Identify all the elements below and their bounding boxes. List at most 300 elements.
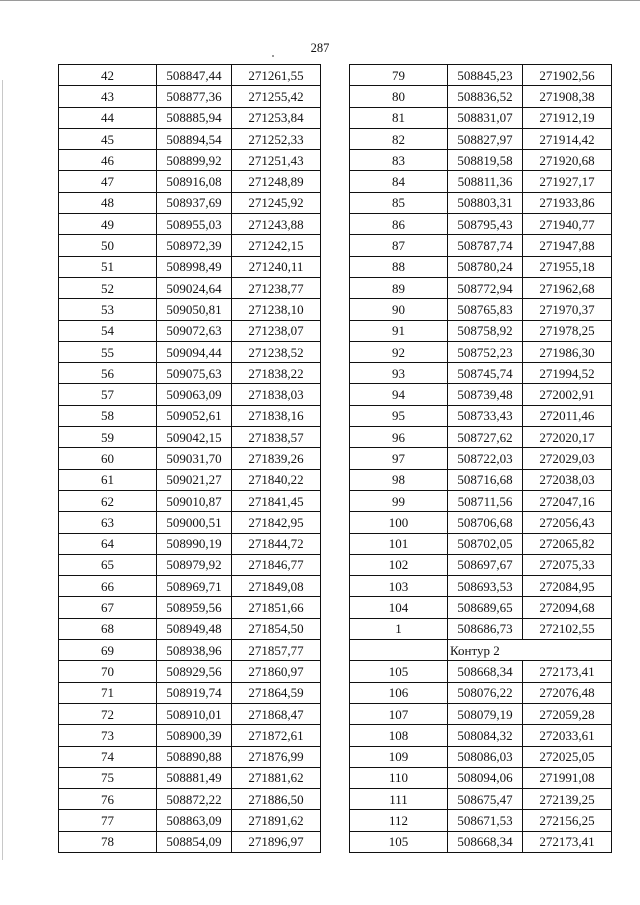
point-number-cell: 76 — [59, 789, 157, 810]
x-coordinate-cell: 508819,58 — [448, 150, 523, 171]
table-row — [350, 171, 612, 192]
table-row — [59, 533, 321, 554]
y-coordinate-cell: 271253,84 — [232, 107, 321, 128]
coordinates-table-left — [58, 64, 321, 853]
x-coordinate-cell: 508847,44 — [157, 65, 232, 86]
table-row — [350, 554, 612, 575]
table-row — [350, 469, 612, 490]
point-number-cell: 72 — [59, 703, 157, 724]
y-coordinate-cell: 272047,16 — [523, 490, 612, 511]
point-number-cell: 43 — [59, 86, 157, 107]
table-row — [350, 341, 612, 362]
table-row — [59, 320, 321, 341]
x-coordinate-cell: 508938,96 — [157, 640, 232, 661]
point-number-cell: 53 — [59, 299, 157, 320]
y-coordinate-cell: 271238,52 — [232, 341, 321, 362]
point-number-cell: 52 — [59, 277, 157, 298]
x-coordinate-cell: 508916,08 — [157, 171, 232, 192]
y-coordinate-cell: 271947,88 — [523, 235, 612, 256]
x-coordinate-cell: 508689,65 — [448, 597, 523, 618]
y-coordinate-cell: 271846,77 — [232, 554, 321, 575]
x-coordinate-cell: 508881,49 — [157, 767, 232, 788]
y-coordinate-cell: 271955,18 — [523, 256, 612, 277]
coordinates-table-left-body — [59, 65, 321, 853]
y-coordinate-cell: 272011,46 — [523, 405, 612, 426]
table-row — [350, 107, 612, 128]
x-coordinate-cell: 508094,06 — [448, 767, 523, 788]
point-number-cell: 74 — [59, 746, 157, 767]
y-coordinate-cell: 272029,03 — [523, 448, 612, 469]
point-number-cell: 103 — [350, 576, 448, 597]
x-coordinate-cell: 508765,83 — [448, 299, 523, 320]
y-coordinate-cell: 272056,43 — [523, 512, 612, 533]
y-coordinate-cell: 272173,41 — [523, 831, 612, 852]
x-coordinate-cell: 508863,09 — [157, 810, 232, 831]
table-row — [59, 490, 321, 511]
x-coordinate-cell: 508919,74 — [157, 682, 232, 703]
y-coordinate-cell: 272020,17 — [523, 427, 612, 448]
x-coordinate-cell: 509072,63 — [157, 320, 232, 341]
table-row — [59, 725, 321, 746]
point-number-cell: 91 — [350, 320, 448, 341]
y-coordinate-cell: 272094,68 — [523, 597, 612, 618]
y-coordinate-cell: 272059,28 — [523, 703, 612, 724]
y-coordinate-cell: 271962,68 — [523, 277, 612, 298]
point-number-cell: 45 — [59, 128, 157, 149]
point-number-cell: 54 — [59, 320, 157, 341]
point-number-cell: 56 — [59, 363, 157, 384]
table-row — [59, 171, 321, 192]
table-row — [59, 469, 321, 490]
y-coordinate-cell: 272075,33 — [523, 554, 612, 575]
x-coordinate-cell: 508910,01 — [157, 703, 232, 724]
table-row — [350, 128, 612, 149]
table-row — [59, 214, 321, 235]
y-coordinate-cell: 271849,08 — [232, 576, 321, 597]
x-coordinate-cell: 509042,15 — [157, 427, 232, 448]
x-coordinate-cell: 508716,68 — [448, 469, 523, 490]
point-number-cell: 90 — [350, 299, 448, 320]
x-coordinate-cell: 508772,94 — [448, 277, 523, 298]
x-coordinate-cell: 508969,71 — [157, 576, 232, 597]
table-row — [350, 512, 612, 533]
point-number-cell: 92 — [350, 341, 448, 362]
y-coordinate-cell: 271238,77 — [232, 277, 321, 298]
table-row — [350, 746, 612, 767]
y-coordinate-cell: 271245,92 — [232, 192, 321, 213]
x-coordinate-cell: 508675,47 — [448, 789, 523, 810]
y-coordinate-cell: 271242,15 — [232, 235, 321, 256]
point-number-cell: 79 — [350, 65, 448, 86]
x-coordinate-cell: 509010,87 — [157, 490, 232, 511]
y-coordinate-cell: 272139,25 — [523, 789, 612, 810]
point-number-cell: 61 — [59, 469, 157, 490]
point-number-cell: 112 — [350, 810, 448, 831]
table-row — [59, 661, 321, 682]
point-number-cell: 59 — [59, 427, 157, 448]
y-coordinate-cell: 271908,38 — [523, 86, 612, 107]
x-coordinate-cell: 508929,56 — [157, 661, 232, 682]
point-number-cell: 68 — [59, 618, 157, 639]
y-coordinate-cell: 271970,37 — [523, 299, 612, 320]
x-coordinate-cell: 509063,09 — [157, 384, 232, 405]
table-row — [59, 640, 321, 661]
point-number-cell: 100 — [350, 512, 448, 533]
y-coordinate-cell: 271251,43 — [232, 150, 321, 171]
x-coordinate-cell: 509021,27 — [157, 469, 232, 490]
x-coordinate-cell: 508733,43 — [448, 405, 523, 426]
table-row — [350, 363, 612, 384]
table-row — [59, 576, 321, 597]
table-row — [59, 767, 321, 788]
point-number-cell: 67 — [59, 597, 157, 618]
table-row — [59, 384, 321, 405]
table-row — [350, 384, 612, 405]
y-coordinate-cell: 271841,45 — [232, 490, 321, 511]
table-row — [59, 256, 321, 277]
y-coordinate-cell: 271891,62 — [232, 810, 321, 831]
y-coordinate-cell: 271927,17 — [523, 171, 612, 192]
y-coordinate-cell: 272065,82 — [523, 533, 612, 554]
y-coordinate-cell: 271838,03 — [232, 384, 321, 405]
point-number-cell: 81 — [350, 107, 448, 128]
x-coordinate-cell: 508787,74 — [448, 235, 523, 256]
point-number-cell: 87 — [350, 235, 448, 256]
table-row — [59, 554, 321, 575]
table-row — [350, 767, 612, 788]
x-coordinate-cell: 509075,63 — [157, 363, 232, 384]
point-number-cell: 55 — [59, 341, 157, 362]
point-number-cell: 71 — [59, 682, 157, 703]
x-coordinate-cell: 508955,03 — [157, 214, 232, 235]
table-row — [350, 725, 612, 746]
point-number-cell: 77 — [59, 810, 157, 831]
x-coordinate-cell: 508900,39 — [157, 725, 232, 746]
point-number-cell: 46 — [59, 150, 157, 171]
scan-top-edge — [0, 0, 640, 1]
table-row — [59, 150, 321, 171]
y-coordinate-cell: 271255,42 — [232, 86, 321, 107]
y-coordinate-cell: 271896,97 — [232, 831, 321, 852]
x-coordinate-cell: 508877,36 — [157, 86, 232, 107]
table-row — [350, 661, 612, 682]
point-number-cell: 105 — [350, 831, 448, 852]
x-coordinate-cell: 508079,19 — [448, 703, 523, 724]
x-coordinate-cell: 508668,34 — [448, 831, 523, 852]
x-coordinate-cell: 508686,73 — [448, 618, 523, 639]
y-coordinate-cell: 272173,41 — [523, 661, 612, 682]
x-coordinate-cell: 508727,62 — [448, 427, 523, 448]
point-number-cell: 64 — [59, 533, 157, 554]
point-number-cell: 75 — [59, 767, 157, 788]
table-row — [350, 789, 612, 810]
table-row — [350, 427, 612, 448]
table-row — [350, 682, 612, 703]
x-coordinate-cell: 508780,24 — [448, 256, 523, 277]
x-coordinate-cell: 508845,23 — [448, 65, 523, 86]
table-row — [59, 277, 321, 298]
point-number-cell: 66 — [59, 576, 157, 597]
x-coordinate-cell: 508811,36 — [448, 171, 523, 192]
point-number-cell: 69 — [59, 640, 157, 661]
point-number-cell: 60 — [59, 448, 157, 469]
x-coordinate-cell: 508758,92 — [448, 320, 523, 341]
point-number-cell: 101 — [350, 533, 448, 554]
table-row — [59, 427, 321, 448]
x-coordinate-cell: 508990,19 — [157, 533, 232, 554]
table-row — [350, 86, 612, 107]
x-coordinate-cell: 508722,03 — [448, 448, 523, 469]
table-row — [350, 299, 612, 320]
table-row — [350, 235, 612, 256]
point-number-cell: 58 — [59, 405, 157, 426]
y-coordinate-cell: 272038,03 — [523, 469, 612, 490]
y-coordinate-cell: 271876,99 — [232, 746, 321, 767]
y-coordinate-cell: 271872,61 — [232, 725, 321, 746]
x-coordinate-cell: 508795,43 — [448, 214, 523, 235]
y-coordinate-cell: 271881,62 — [232, 767, 321, 788]
x-coordinate-cell: 508899,92 — [157, 150, 232, 171]
table-row — [350, 214, 612, 235]
y-coordinate-cell: 271252,33 — [232, 128, 321, 149]
y-coordinate-cell: 271238,07 — [232, 320, 321, 341]
table-row — [350, 576, 612, 597]
y-coordinate-cell: 272025,05 — [523, 746, 612, 767]
y-coordinate-cell: 271994,52 — [523, 363, 612, 384]
point-number-cell: 47 — [59, 171, 157, 192]
x-coordinate-cell: 508697,67 — [448, 554, 523, 575]
point-number-cell: 110 — [350, 767, 448, 788]
y-coordinate-cell: 271851,66 — [232, 597, 321, 618]
point-number-cell: 70 — [59, 661, 157, 682]
x-coordinate-cell: 509050,81 — [157, 299, 232, 320]
point-number-cell: 57 — [59, 384, 157, 405]
y-coordinate-cell: 272102,55 — [523, 618, 612, 639]
table-row — [59, 618, 321, 639]
x-coordinate-cell: 508086,03 — [448, 746, 523, 767]
y-coordinate-cell: 271860,97 — [232, 661, 321, 682]
point-number-cell: 80 — [350, 86, 448, 107]
table-row — [350, 597, 612, 618]
page-number: 287 — [310, 41, 330, 55]
x-coordinate-cell: 508885,94 — [157, 107, 232, 128]
point-number-cell: 49 — [59, 214, 157, 235]
point-number-cell: 73 — [59, 725, 157, 746]
y-coordinate-cell: 271991,08 — [523, 767, 612, 788]
x-coordinate-cell: 508890,88 — [157, 746, 232, 767]
point-number-cell: 82 — [350, 128, 448, 149]
y-coordinate-cell: 272084,95 — [523, 576, 612, 597]
table-row — [59, 703, 321, 724]
y-coordinate-cell: 271839,26 — [232, 448, 321, 469]
y-coordinate-cell: 271238,10 — [232, 299, 321, 320]
y-coordinate-cell: 271914,42 — [523, 128, 612, 149]
table-row — [59, 810, 321, 831]
point-number-cell: 65 — [59, 554, 157, 575]
table-row — [59, 789, 321, 810]
x-coordinate-cell: 508711,56 — [448, 490, 523, 511]
y-coordinate-cell: 271940,77 — [523, 214, 612, 235]
point-number-cell: 104 — [350, 597, 448, 618]
x-coordinate-cell: 508836,52 — [448, 86, 523, 107]
x-coordinate-cell: 508702,05 — [448, 533, 523, 554]
x-coordinate-cell: 508937,69 — [157, 192, 232, 213]
table-row — [59, 448, 321, 469]
x-coordinate-cell: 508745,74 — [448, 363, 523, 384]
point-number-cell: 62 — [59, 490, 157, 511]
y-coordinate-cell: 271978,25 — [523, 320, 612, 341]
y-coordinate-cell: 271261,55 — [232, 65, 321, 86]
x-coordinate-cell: 508803,31 — [448, 192, 523, 213]
x-coordinate-cell: 508979,92 — [157, 554, 232, 575]
x-coordinate-cell: 509052,61 — [157, 405, 232, 426]
point-number-cell: 86 — [350, 214, 448, 235]
point-number-cell: 89 — [350, 277, 448, 298]
point-number-cell: 95 — [350, 405, 448, 426]
table-row — [350, 533, 612, 554]
table-row — [59, 363, 321, 384]
point-number-cell: 42 — [59, 65, 157, 86]
point-number-cell: 99 — [350, 490, 448, 511]
x-coordinate-cell: 509031,70 — [157, 448, 232, 469]
y-coordinate-cell: 271842,95 — [232, 512, 321, 533]
y-coordinate-cell: 271864,59 — [232, 682, 321, 703]
x-coordinate-cell: 508972,39 — [157, 235, 232, 256]
y-coordinate-cell: 272033,61 — [523, 725, 612, 746]
point-number-cell: 50 — [59, 235, 157, 256]
y-coordinate-cell: 271844,72 — [232, 533, 321, 554]
point-number-cell: 94 — [350, 384, 448, 405]
table-row — [59, 682, 321, 703]
table-row — [350, 703, 612, 724]
table-row — [350, 65, 612, 86]
y-coordinate-cell: 271986,30 — [523, 341, 612, 362]
table-row — [59, 512, 321, 533]
point-number-cell: 78 — [59, 831, 157, 852]
table-row — [350, 405, 612, 426]
table-row — [350, 448, 612, 469]
y-coordinate-cell: 272002,91 — [523, 384, 612, 405]
table-row — [350, 150, 612, 171]
table-row — [350, 490, 612, 511]
contour-heading-row — [350, 640, 612, 661]
point-number-cell: 63 — [59, 512, 157, 533]
point-number-cell: 109 — [350, 746, 448, 767]
table-row — [59, 128, 321, 149]
point-number-cell: 98 — [350, 469, 448, 490]
y-coordinate-cell: 271838,57 — [232, 427, 321, 448]
x-coordinate-cell: 508693,53 — [448, 576, 523, 597]
point-number-cell: 106 — [350, 682, 448, 703]
y-coordinate-cell: 271840,22 — [232, 469, 321, 490]
y-coordinate-cell: 271868,47 — [232, 703, 321, 724]
table-row — [59, 65, 321, 86]
point-number-cell: 85 — [350, 192, 448, 213]
table-row — [59, 192, 321, 213]
table-row — [59, 405, 321, 426]
x-coordinate-cell: 508084,32 — [448, 725, 523, 746]
x-coordinate-cell: 508894,54 — [157, 128, 232, 149]
point-number-cell: 93 — [350, 363, 448, 384]
table-row — [59, 299, 321, 320]
point-number-cell: 44 — [59, 107, 157, 128]
table-row — [59, 107, 321, 128]
table-row — [350, 192, 612, 213]
x-coordinate-cell: 508706,68 — [448, 512, 523, 533]
x-coordinate-cell: 508739,48 — [448, 384, 523, 405]
table-row — [350, 810, 612, 831]
contour-heading: Контур 2 — [448, 640, 612, 661]
x-coordinate-cell: 509000,51 — [157, 512, 232, 533]
x-coordinate-cell: 508872,22 — [157, 789, 232, 810]
x-coordinate-cell: 508827,97 — [448, 128, 523, 149]
scan-left-edge — [2, 80, 3, 860]
table-row — [350, 618, 612, 639]
point-number-cell: 1 — [350, 618, 448, 639]
point-number-cell: 111 — [350, 789, 448, 810]
point-number-cell: 102 — [350, 554, 448, 575]
y-coordinate-cell: 271838,22 — [232, 363, 321, 384]
point-number-cell: 84 — [350, 171, 448, 192]
y-coordinate-cell: 271920,68 — [523, 150, 612, 171]
y-coordinate-cell: 271912,19 — [523, 107, 612, 128]
y-coordinate-cell: 271854,50 — [232, 618, 321, 639]
point-number-cell: 105 — [350, 661, 448, 682]
table-row — [350, 256, 612, 277]
y-coordinate-cell: 271838,16 — [232, 405, 321, 426]
table-row — [350, 831, 612, 852]
table-row — [59, 831, 321, 852]
x-coordinate-cell: 508949,48 — [157, 618, 232, 639]
y-coordinate-cell: 271886,50 — [232, 789, 321, 810]
x-coordinate-cell: 508831,07 — [448, 107, 523, 128]
table-row — [59, 235, 321, 256]
x-coordinate-cell: 508998,49 — [157, 256, 232, 277]
table-row — [59, 341, 321, 362]
x-coordinate-cell: 508959,56 — [157, 597, 232, 618]
point-number-cell: 107 — [350, 703, 448, 724]
y-coordinate-cell: 271902,56 — [523, 65, 612, 86]
x-coordinate-cell: 508752,23 — [448, 341, 523, 362]
x-coordinate-cell: 509024,64 — [157, 277, 232, 298]
y-coordinate-cell: 271240,11 — [232, 256, 321, 277]
x-coordinate-cell: 508671,53 — [448, 810, 523, 831]
point-number-cell: 88 — [350, 256, 448, 277]
point-number-cell: 83 — [350, 150, 448, 171]
y-coordinate-cell: 271857,77 — [232, 640, 321, 661]
x-coordinate-cell: 508668,34 — [448, 661, 523, 682]
x-coordinate-cell: 509094,44 — [157, 341, 232, 362]
contour-heading-spacer — [350, 640, 448, 661]
table-row — [59, 597, 321, 618]
coordinates-table-right-body — [350, 65, 612, 853]
point-number-cell: 51 — [59, 256, 157, 277]
table-row — [350, 320, 612, 341]
y-coordinate-cell: 271933,86 — [523, 192, 612, 213]
coordinates-table-right — [349, 64, 612, 853]
table-row — [59, 746, 321, 767]
point-number-cell: 108 — [350, 725, 448, 746]
point-number-cell: 96 — [350, 427, 448, 448]
x-coordinate-cell: 508076,22 — [448, 682, 523, 703]
y-coordinate-cell: 271248,89 — [232, 171, 321, 192]
y-coordinate-cell: 272076,48 — [523, 682, 612, 703]
table-row — [59, 86, 321, 107]
point-number-cell: 97 — [350, 448, 448, 469]
y-coordinate-cell: 271243,88 — [232, 214, 321, 235]
y-coordinate-cell: 272156,25 — [523, 810, 612, 831]
x-coordinate-cell: 508854,09 — [157, 831, 232, 852]
